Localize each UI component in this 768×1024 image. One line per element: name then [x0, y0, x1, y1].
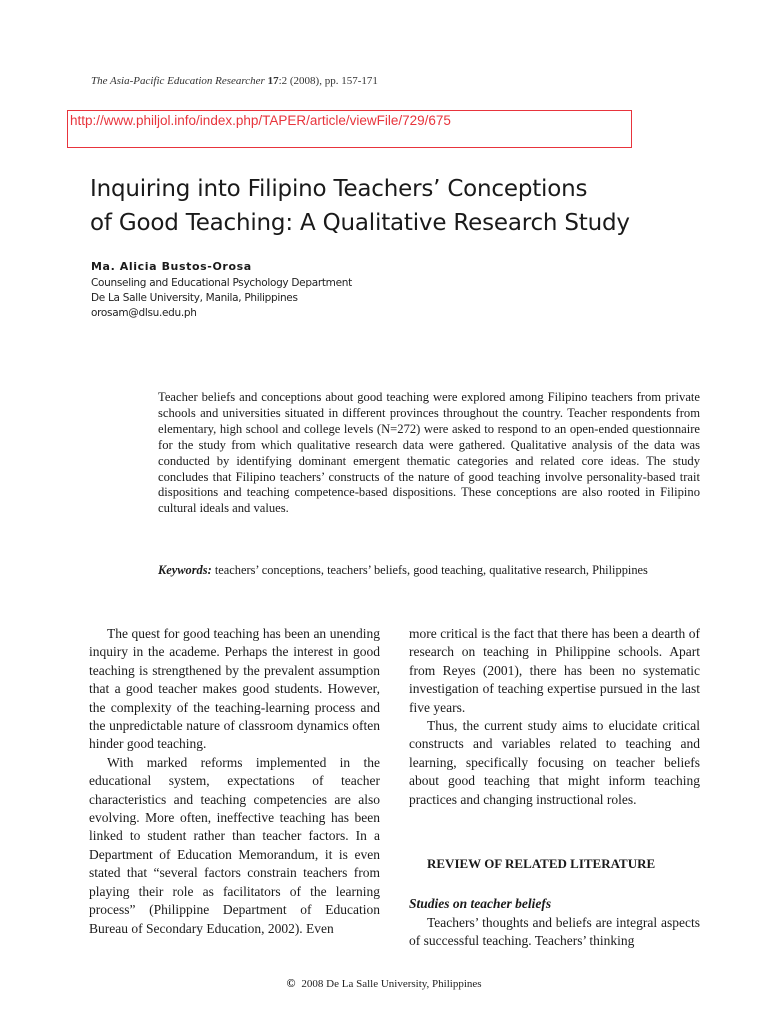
- source-url-link[interactable]: http://www.philjol.info/index.php/TAPER/article/viewFile/729/675: [70, 113, 451, 128]
- section-heading: REVIEW OF RELATED LITERATURE: [427, 856, 656, 872]
- abstract: Teacher beliefs and conceptions about good teaching were explored among Filipino teachers from private schools and universities situated in different provinces throughout the country. Teacher respondents from elementary, high school and college levels (N=272) were asked to respond to an open-ended questionnaire for the study from which qualitative research data were gathered. Qualitative analysis of the data was conducted by identifying dominant emergent thematic categories and related core ideas. The study concludes that Filipino teachers’ constructs of the nature of good teaching involve personality-based trait dispositions and teaching competence-based dispositions. These conceptions are also rooted in Filipino cultural ideals and values.: [158, 390, 700, 516]
- footer-text: 2008 De La Salle University, Philippines: [301, 978, 482, 990]
- author-institution: De La Salle University, Manila, Philippines: [91, 292, 298, 304]
- paper-title: [90, 172, 710, 240]
- title-line-2: of Good Teaching: A Qualitative Research Study: [90, 210, 630, 236]
- author-department: Counseling and Educational Psychology Department: [91, 277, 352, 289]
- page-footer: [0, 976, 768, 991]
- body-column-right: [409, 625, 700, 951]
- paragraph: Teachers’ thoughts and beliefs are integral aspects of successful teaching. Teachers’ thinking: [409, 914, 700, 949]
- url-annotation-box: [67, 110, 632, 148]
- journal-name: The Asia-Pacific Education Researcher: [91, 75, 265, 87]
- title-line-1: Inquiring into Filipino Teachers’ Conceptions: [90, 176, 588, 202]
- keywords-label: Keywords:: [158, 563, 212, 577]
- paragraph: The quest for good teaching has been an unending inquiry in the academe. Perhaps the interest in good teaching is strengthened by the prevalent assumption that a good teacher makes good students. However, the complexity of the teaching-learning process and the unpredictable nature of classroom dynamics often hinder good teaching.: [89, 626, 380, 752]
- paragraph: more critical is the fact that there has been a dearth of research on teaching in Philippine schools. Apart from Reyes (2001), there has been no systematic investigation of teaching expertise pursued in the last five years.: [409, 626, 700, 715]
- journal-volume: 17: [267, 75, 279, 87]
- keywords: [158, 563, 718, 578]
- author-email: orosam@dlsu.edu.ph: [91, 307, 197, 319]
- section-spacer: [409, 809, 700, 855]
- paragraph: Thus, the current study aims to elucidate critical constructs and variables related to teaching and learning, specifically focusing on teacher beliefs about good teaching that might inform teaching practices and changing instructional roles.: [409, 718, 700, 807]
- journal-header: [91, 75, 378, 87]
- paragraph: With marked reforms implemented in the educational system, expectations of teacher characteristics and teaching competencies are also evolving. More often, ineffective teaching has been linked to student rather than teacher factors. In a Department of Education Memorandum, it is even stated that “several factors constrain teachers from playing their role as facilitators of the learning process” (Philippine Department of Education Bureau of Secondary Education, 2002). Even: [89, 754, 380, 936]
- section-spacer: [409, 873, 700, 895]
- author-name: Ma. Alicia Bustos-Orosa: [91, 260, 252, 273]
- body-column-left: [89, 625, 380, 938]
- journal-issue: :2 (2008), pp. 157-171: [278, 75, 378, 87]
- keywords-text: teachers’ conceptions, teachers’ beliefs, good teaching, qualitative research, Philippines: [214, 563, 648, 577]
- subsection-heading: Studies on teacher beliefs: [409, 896, 552, 912]
- copyright-icon: ©: [286, 976, 296, 990]
